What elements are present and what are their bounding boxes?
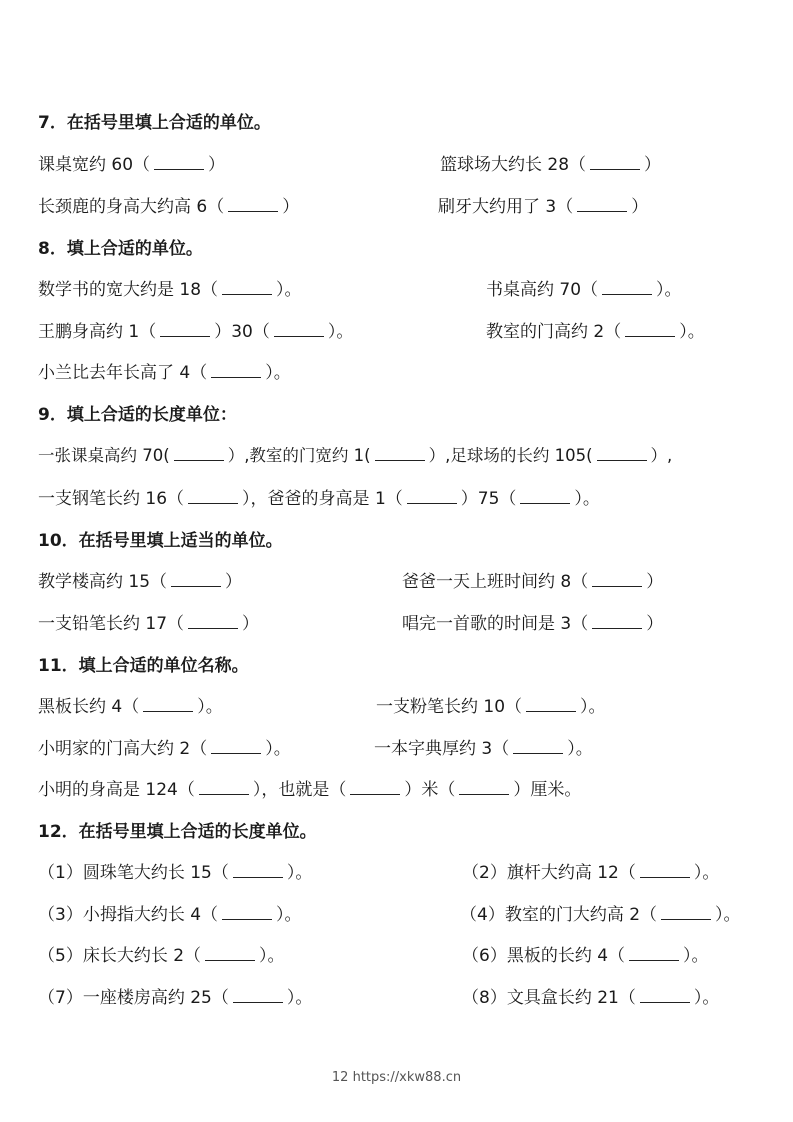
q12-item-6: （6）黑板的长约 4（ ）。 — [462, 946, 709, 966]
q9-item-1: 一张课桌高约 70( ）,教室的门宽约 1( ）,足球场的长约 105( ）, — [38, 446, 673, 465]
answer-blank[interactable] — [160, 322, 210, 337]
q7-item-4: 刷牙大约用了 3（ ） — [438, 197, 649, 217]
answer-blank[interactable] — [640, 863, 690, 878]
answer-blank[interactable] — [375, 446, 425, 461]
answer-blank[interactable] — [602, 280, 652, 295]
answer-blank[interactable] — [233, 988, 283, 1003]
q9-item-2: 一支钢笔长约 16（ ），爸爸的身高是 1（ ）75（ ）。 — [38, 489, 600, 509]
answer-blank[interactable] — [205, 946, 255, 961]
question-7-title: 7．在括号里填上合适的单位。 — [38, 113, 271, 133]
q8-item-4: 教室的门高约 2（ ）。 — [486, 322, 705, 342]
answer-blank[interactable] — [188, 614, 238, 629]
q7-item-2: 篮球场大约长 28（ ） — [440, 155, 662, 175]
q7-item-3: 长颈鹿的身高大约高 6（ ） — [38, 197, 300, 217]
q8-item-2: 书桌高约 70（ ）。 — [486, 280, 682, 300]
answer-blank[interactable] — [577, 197, 627, 212]
answer-blank[interactable] — [143, 697, 193, 712]
q11-item-1: 黑板长约 4（ ）。 — [38, 697, 223, 717]
answer-blank[interactable] — [222, 905, 272, 920]
question-9-title: 9．填上合适的长度单位： — [38, 405, 237, 425]
q10-item-2: 爸爸一天上班时间约 8（ ） — [402, 572, 664, 592]
q12-item-2: （2）旗杆大约高 12（ ）。 — [462, 863, 720, 883]
q10-item-3: 一支铅笔长约 17（ ） — [38, 614, 260, 634]
question-12-title: 12．在括号里填上合适的长度单位。 — [38, 822, 317, 842]
answer-blank[interactable] — [174, 446, 224, 461]
q11-item-4: 一本字典厚约 3（ ）。 — [374, 739, 593, 759]
answer-blank[interactable] — [526, 697, 576, 712]
answer-blank[interactable] — [274, 322, 324, 337]
answer-blank[interactable] — [228, 197, 278, 212]
q11-item-5: 小明的身高是 124（ ），也就是（ ）米（ ）厘米。 — [38, 780, 582, 800]
page-footer — [0, 1070, 793, 1085]
q8-item-5: 小兰比去年长高了 4（ ）。 — [38, 363, 291, 383]
q7-item-1: 课桌宽约 60（ ） — [38, 155, 226, 175]
q12-item-3: （3）小拇指大约长 4（ ）。 — [38, 905, 302, 925]
q12-item-8: （8）文具盒长约 21（ ）。 — [462, 988, 720, 1008]
q10-item-4: 唱完一首歌的时间是 3（ ） — [402, 614, 664, 634]
answer-blank[interactable] — [350, 780, 400, 795]
page-number: 12 — [331, 1070, 349, 1085]
answer-blank[interactable] — [640, 988, 690, 1003]
answer-blank[interactable] — [597, 446, 647, 461]
answer-blank[interactable] — [661, 905, 711, 920]
answer-blank[interactable] — [199, 780, 249, 795]
answer-blank[interactable] — [520, 489, 570, 504]
q10-item-1: 教学楼高约 15（ ） — [38, 572, 243, 592]
q8-item-1: 数学书的宽大约是 18（ ）。 — [38, 280, 302, 300]
question-10-title: 10．在括号里填上适当的单位。 — [38, 531, 283, 551]
q12-item-5: （5）床长大约长 2（ ）。 — [38, 946, 285, 966]
question-11-title: 11．填上合适的单位名称。 — [38, 656, 249, 676]
q8-item-3: 王鹏身高约 1（ ）30（ ）。 — [38, 322, 354, 342]
answer-blank[interactable] — [513, 739, 563, 754]
answer-blank[interactable] — [629, 946, 679, 961]
answer-blank[interactable] — [211, 739, 261, 754]
q12-item-1: （1）圆珠笔大约长 15（ ）。 — [38, 863, 313, 883]
answer-blank[interactable] — [625, 322, 675, 337]
answer-blank[interactable] — [592, 614, 642, 629]
question-8-title: 8．填上合适的单位。 — [38, 239, 203, 259]
answer-blank[interactable] — [211, 363, 261, 378]
answer-blank[interactable] — [590, 155, 640, 170]
q12-item-4: （4）教室的门大约高 2（ ）。 — [460, 905, 741, 925]
answer-blank[interactable] — [171, 572, 221, 587]
q11-item-3: 小明家的门高大约 2（ ）。 — [38, 739, 291, 759]
answer-blank[interactable] — [592, 572, 642, 587]
q11-item-2: 一支粉笔长约 10（ ）。 — [376, 697, 606, 717]
answer-blank[interactable] — [188, 489, 238, 504]
answer-blank[interactable] — [233, 863, 283, 878]
q12-item-7: （7）一座楼房高约 25（ ）。 — [38, 988, 313, 1008]
answer-blank[interactable] — [459, 780, 509, 795]
footer-url[interactable]: https://xkw88.cn — [352, 1070, 462, 1085]
answer-blank[interactable] — [407, 489, 457, 504]
answer-blank[interactable] — [154, 155, 204, 170]
answer-blank[interactable] — [222, 280, 272, 295]
